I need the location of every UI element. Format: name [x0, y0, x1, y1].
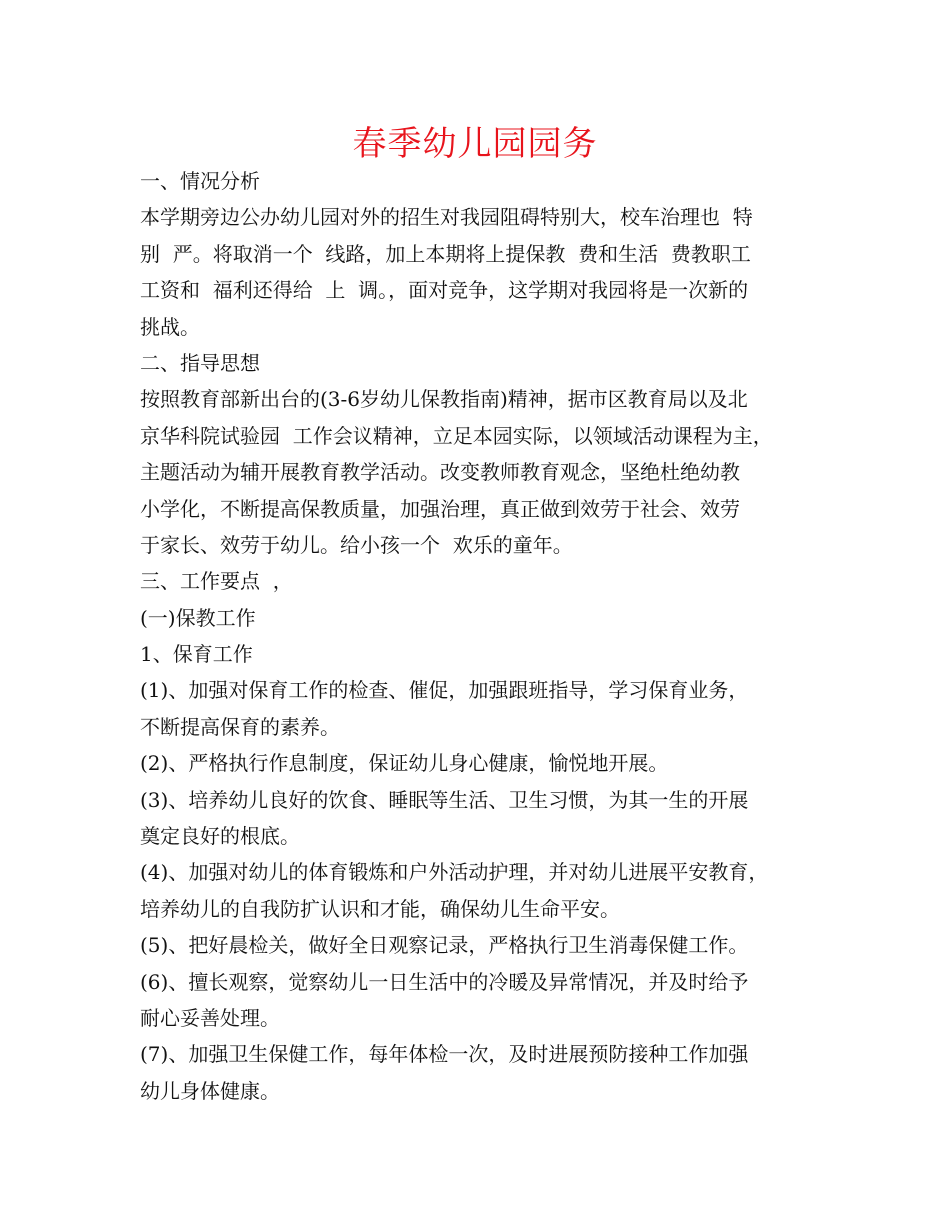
- document-line: 二、指导思想: [140, 350, 260, 375]
- document-body: [140, 163, 840, 1109]
- document-title: 春季幼儿园园务: [352, 124, 598, 164]
- document-line: 奠定良好的根底。: [140, 824, 300, 849]
- document-line: 于家长、效劳于幼儿。给小孩一个 欢乐的童年。: [140, 532, 573, 557]
- document-line: 按照教育部新出台的(3-6岁幼儿保教指南)精神，据市区教育局以及北: [140, 387, 748, 412]
- document-line: 三、工作要点 ，: [140, 569, 293, 594]
- document-line: 幼儿身体健康。: [140, 1078, 280, 1103]
- document-line: 培养幼儿的自我防扩认识和才能，确保幼儿生命平安。: [140, 896, 620, 921]
- document-line: (1)、加强对保育工作的检查、催促，加强跟班指导，学习保育业务，: [140, 678, 749, 703]
- document-line: 不断提高保育的素养。: [140, 714, 340, 739]
- document-line: 主题活动为辅开展教育教学活动。改变教师教育观念，坚绝杜绝幼教: [140, 460, 740, 485]
- document-line: 工资和 福利还得给 上 调。，面对竞争，这学期对我园将是一次新的: [140, 278, 749, 303]
- document-line: (4)、加强对幼儿的体育锻炼和户外活动护理，并对幼儿进展平安教育，: [140, 860, 769, 885]
- document-line: (6)、擅长观察，觉察幼儿一日生活中的冷暖及异常情况，并及时给予: [140, 969, 749, 994]
- document-line: (一)保教工作: [140, 605, 256, 630]
- document-line: (7)、加强卫生保健工作，每年体检一次，及时进展预防接种工作加强: [140, 1042, 749, 1067]
- document-line: 小学化，不断提高保教质量，加强治理，真正做到效劳于社会、效劳: [140, 496, 740, 521]
- document-line: 一、情况分析: [140, 169, 260, 193]
- document-line: (3)、培养幼儿良好的饮食、睡眠等生活、卫生习惯，为其一生的开展: [140, 787, 749, 812]
- document-line: 本学期旁边公办幼儿园对外的招生对我园阻碍特别大，校车治理也 特: [140, 205, 753, 230]
- document-line: (5)、把好晨检关，做好全日观察记录，严格执行卫生消毒保健工作。: [140, 933, 749, 958]
- document-line: (2)、严格执行作息制度，保证幼儿身心健康，愉悦地开展。: [140, 751, 669, 776]
- document-line: 京华科院试验园 工作会议精神，立足本园实际，以领域活动课程为主，: [140, 423, 773, 448]
- document-line: 挑战。: [140, 314, 200, 339]
- document-line: 别 严。将取消一个 线路，加上本期将上提保教 费和生活 费教职工: [140, 241, 751, 266]
- document-line: 耐心妥善处理。: [140, 1005, 280, 1030]
- document-line: 1、保育工作: [140, 642, 253, 667]
